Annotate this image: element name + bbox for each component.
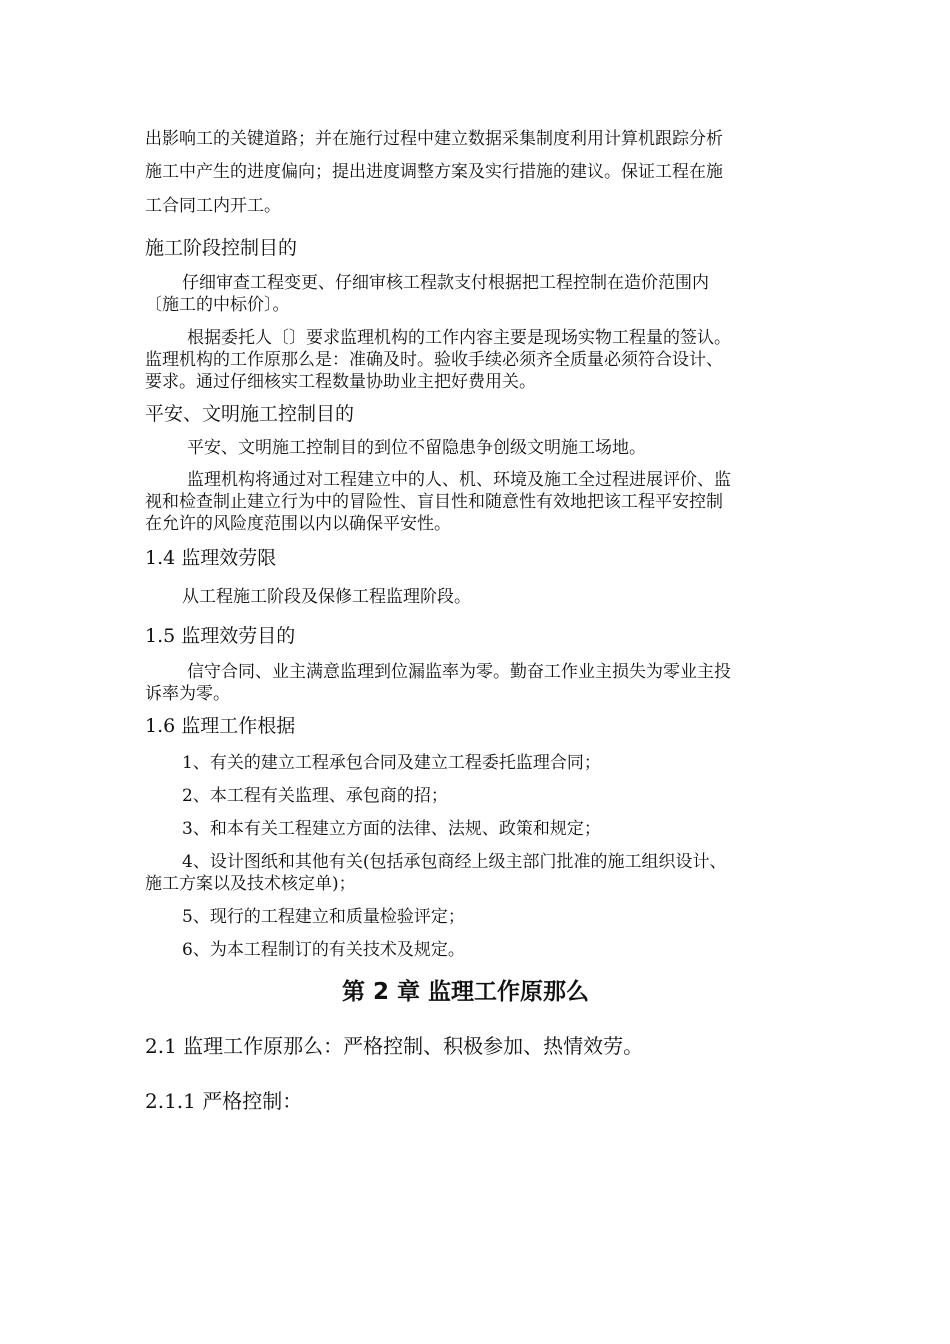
list-item-4-line-2: 施工方案以及技术核定单)；	[145, 874, 356, 894]
list-item-5: 5、现行的工程建立和质量检验评定；	[182, 907, 465, 927]
cost-p2-line-3: 要求。通过仔细核实工程数量协助业主把好费用关。	[145, 372, 536, 392]
section-1-5-line-2: 诉率为零。	[145, 684, 230, 704]
list-item-2: 2、本工程有关监理、承包商的招；	[182, 786, 448, 806]
safety-p2-line-2: 视和检查制止建立行为中的冒险性、盲目性和随意性有效地把该工程平安控制	[145, 492, 723, 512]
section-1-4-text: 从工程施工阶段及保修工程监理阶段。	[182, 587, 471, 607]
list-item-3: 3、和本有关工程建立方面的法律、法规、政策和规定；	[182, 819, 601, 839]
safety-p1: 平安、文明施工控制目的到位不留隐患争创级文明施工场地。	[187, 438, 646, 458]
section-1-5-heading: 1.5 监理效劳目的	[145, 625, 296, 647]
cost-p2-line-2: 监理机构的工作原那么是：准确及时。验收手续必须齐全质量必须符合设计、	[145, 350, 723, 370]
safety-p2-line-3: 在允许的风险度范围以内以确保平安性。	[145, 514, 451, 534]
safety-section-heading: 平安、文明施工控制目的	[145, 403, 355, 425]
section-1-5-line-1: 信守合同、业主满意监理到位漏监率为零。勤奋工作业主损失为零业主投	[187, 662, 731, 682]
list-item-1: 1、有关的建立工程承包合同及建立工程委托监理合同；	[182, 753, 601, 773]
intro-line-2: 施工中产生的进度偏向；提出进度调整方案及实行措施的建议。保证工程在施	[145, 162, 723, 182]
safety-p2-line-1: 监理机构将通过对工程建立中的人、机、环境及施工全过程进展评价、监	[187, 470, 731, 490]
intro-line-3: 工合同工内开工。	[145, 196, 281, 216]
section-1-4-heading: 1.4 监理效劳限	[145, 547, 277, 569]
cost-p2-line-1: 根据委托人〔〕要求监理机构的工作内容主要是现场实物工程量的签认。	[187, 328, 731, 348]
cost-p1-line-1: 仔细审查工程变更、仔细审核工程款支付根据把工程控制在造价范围内	[182, 273, 709, 293]
cost-section-heading: 施工阶段控制目的	[145, 237, 298, 259]
intro-line-1: 出影响工的关键道路；并在施行过程中建立数据采集制度利用计算机跟踪分析	[145, 129, 723, 149]
cost-p1-line-2: 〔施工的中标价〕。	[145, 295, 290, 315]
section-2-1-heading: 2.1 监理工作原那么：严格控制、积极参加、热情效劳。	[145, 1034, 644, 1058]
chapter-2-title: 第 2 章 监理工作原那么	[342, 979, 590, 1005]
section-1-6-heading: 1.6 监理工作根据	[145, 715, 296, 737]
list-item-4-line-1: 4、设计图纸和其他有关(包括承包商经上级主部门批准的施工组织设计、	[182, 852, 727, 872]
section-2-1-1-heading: 2.1.1 严格控制：	[145, 1089, 303, 1113]
list-item-6: 6、为本工程制订的有关技术及规定。	[182, 940, 465, 960]
